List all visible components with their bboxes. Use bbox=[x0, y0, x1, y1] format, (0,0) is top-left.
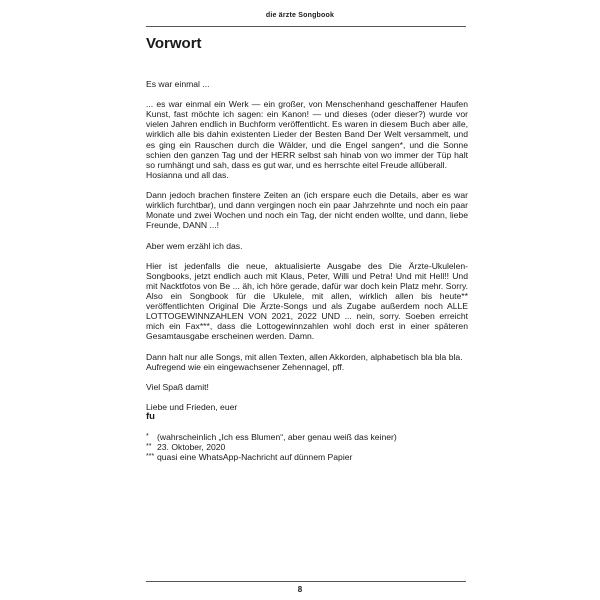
footnote bbox=[146, 442, 468, 452]
footnote bbox=[146, 432, 468, 442]
paragraph-dark-times: Dann jedoch brachen finstere Zeiten an (ich erspare euch die Details, aber es war wirklich furchtbar), und dann vergingen noch ein paar Jahrzehnte und noch ein paar Monate und zwei Wochen und noch ein Tag, der nicht enden wollte, und dann, liebe Freunde, DANN ...! bbox=[146, 190, 468, 231]
paragraph-hosianna: Hosianna und all das. bbox=[146, 169, 229, 180]
footnotes bbox=[146, 432, 468, 462]
paragraph-work: ... es war einmal ein Werk — ein großer, von Menschenhand geschaffener Haufen Kunst, fast möchte ich sagen: ein Kanon! — und dieses (oder dieser?) wurde vor vielen Jahren endlich in Buchform veröffentlicht. Es waren in diesem Buch aber alle, wirklich alle bis dahin existenten Lieder der Besten Band Der Welt versammelt, und es ging ein Rauschen durch die Wälder, und die Engel sangen*, und die Sonne schien den ganzen Tag und der HERR selbst sah hinab von wo immer der Tüp halt so rumhängt und sah, dass es gut war, und es herrschte eitel Freude allüberall. bbox=[146, 99, 468, 170]
paragraph-new-edition: Hier ist jedenfalls die neue, aktualisierte Ausgabe des Die Ärzte-Ukulelen-Songbooks, jetzt endlich auch mit Klaus, Peter, Willi und Petra! Und mit Hell!! Und mit Nacktfotos von Be ... äh, ich höre gerade, dafür war doch kein Platz mehr. Sorry. Also ein Songbook für die Ukulele, mit allen, wirklich allen bis heute** veröffentlichten Original Die Ärzte-Songs und als Zugabe außerdem noch ALLE LOTTOGEWINNZAHLEN VON 2021, 2022 UND ... nein, sorry. Soeben erreicht mich ein Fax***, dass die Lottogewinnzahlen wohl doch erst in einer späteren Gesamtausgabe erscheinen werden. Damn. bbox=[146, 260, 468, 342]
footnote-mark: *** bbox=[146, 453, 155, 461]
footnote-text: 23. Oktober, 2020 bbox=[157, 442, 226, 453]
footnote bbox=[146, 452, 468, 462]
paragraph-closing: Liebe und Frieden, euer bbox=[146, 402, 238, 412]
footnote-mark: * bbox=[146, 433, 149, 441]
footer-rule bbox=[146, 581, 466, 582]
paragraph-have-fun: Viel Spaß damit! bbox=[146, 381, 209, 392]
paragraph-aside: Aber wem erzähl ich das. bbox=[146, 240, 243, 251]
header-rule bbox=[146, 26, 466, 27]
footnote-text: quasi eine WhatsApp-Nachricht auf dünnem Papier bbox=[157, 452, 353, 463]
page-number: 8 bbox=[297, 585, 303, 594]
signature: fu bbox=[146, 411, 155, 423]
page-title: Vorwort bbox=[146, 35, 202, 52]
preface-body bbox=[146, 79, 468, 463]
paragraph-opening: Es war einmal ... bbox=[146, 79, 210, 89]
running-head: die ärzte Songbook bbox=[265, 12, 335, 19]
footnote-mark: ** bbox=[146, 443, 152, 451]
footnote-text: (wahrscheinlich „Ich ess Blumen“, aber genau weiß das keiner) bbox=[157, 432, 397, 443]
paragraph-all-songs: Dann halt nur alle Songs, mit allen Texten, allen Akkorden, alphabetisch bla bla bla. Aufregend wie ein eingewachsener Zehennagel, pff. bbox=[146, 351, 463, 372]
